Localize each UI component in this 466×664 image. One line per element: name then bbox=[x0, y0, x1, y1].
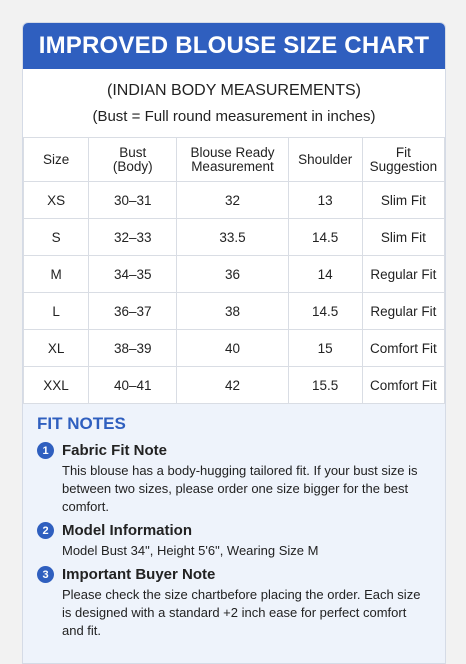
column-header: Shoulder bbox=[288, 138, 362, 182]
table-cell: 30–31 bbox=[89, 182, 177, 219]
column-header: Blouse Ready Measurement bbox=[177, 138, 288, 182]
note-number-badge: 2 bbox=[37, 522, 54, 539]
fit-note-item bbox=[37, 566, 431, 640]
fit-note-heading-row bbox=[37, 566, 431, 583]
fit-note-body: Please check the size chartbefore placing the order. Each size is designed with a standard +2 inch ease for perfect comfort and fit. bbox=[62, 587, 421, 638]
table-cell: 40–41 bbox=[89, 367, 177, 404]
fit-note-heading: Fabric Fit Note bbox=[62, 442, 168, 459]
table-cell: XXL bbox=[24, 367, 89, 404]
table-cell: S bbox=[24, 219, 89, 256]
column-header: Bust (Body) bbox=[89, 138, 177, 182]
note-number-badge: 1 bbox=[37, 442, 54, 459]
chart-title: IMPROVED BLOUSE SIZE CHART bbox=[38, 32, 430, 59]
table-row bbox=[24, 219, 445, 256]
table-cell: 40 bbox=[177, 330, 288, 367]
fit-note-item bbox=[37, 442, 431, 516]
table-cell: 42 bbox=[177, 367, 288, 404]
fit-note-item bbox=[37, 522, 431, 560]
fit-note-body: Model Bust 34", Height 5'6", Wearing Size M bbox=[62, 543, 319, 558]
fit-note-heading-row bbox=[37, 522, 431, 539]
table-cell: XL bbox=[24, 330, 89, 367]
fit-note-heading: Important Buyer Note bbox=[62, 566, 216, 583]
chart-title-bar bbox=[23, 23, 445, 69]
table-row bbox=[24, 182, 445, 219]
table-cell: Regular Fit bbox=[362, 293, 444, 330]
fit-note-heading-row bbox=[37, 442, 431, 459]
fit-note-heading: Model Information bbox=[62, 522, 192, 539]
table-cell: Regular Fit bbox=[362, 256, 444, 293]
table-cell: 14.5 bbox=[288, 219, 362, 256]
table-row bbox=[24, 293, 445, 330]
table-cell: 32–33 bbox=[89, 219, 177, 256]
column-header: Size bbox=[24, 138, 89, 182]
table-cell: 32 bbox=[177, 182, 288, 219]
subtitle-bust-note: (Bust = Full round measurement in inches) bbox=[92, 108, 376, 125]
note-number-badge: 3 bbox=[37, 566, 54, 583]
size-table bbox=[23, 137, 445, 404]
table-cell: 14.5 bbox=[288, 293, 362, 330]
subtitle-measurements: (INDIAN BODY MEASUREMENTS) bbox=[107, 82, 361, 99]
fit-notes-section bbox=[23, 404, 445, 664]
table-row bbox=[24, 330, 445, 367]
table-cell: 14 bbox=[288, 256, 362, 293]
table-row bbox=[24, 256, 445, 293]
table-cell: M bbox=[24, 256, 89, 293]
table-cell: Comfort Fit bbox=[362, 367, 444, 404]
table-cell: 15.5 bbox=[288, 367, 362, 404]
size-chart-card bbox=[22, 22, 446, 664]
table-cell: 33.5 bbox=[177, 219, 288, 256]
table-cell: 15 bbox=[288, 330, 362, 367]
table-cell: 36–37 bbox=[89, 293, 177, 330]
column-header: Fit Suggestion bbox=[362, 138, 444, 182]
table-cell: 38–39 bbox=[89, 330, 177, 367]
table-cell: 13 bbox=[288, 182, 362, 219]
table-cell: 38 bbox=[177, 293, 288, 330]
table-cell: XS bbox=[24, 182, 89, 219]
fit-note-body: This blouse has a body-hugging tailored fit. If your bust size is between two sizes, please order one size bigger for the best comfort. bbox=[62, 463, 418, 514]
table-row bbox=[24, 367, 445, 404]
table-header-row bbox=[24, 138, 445, 182]
table-cell: 36 bbox=[177, 256, 288, 293]
table-cell: Slim Fit bbox=[362, 182, 444, 219]
table-cell: Slim Fit bbox=[362, 219, 444, 256]
table-cell: Comfort Fit bbox=[362, 330, 444, 367]
fit-notes-title: FIT NOTES bbox=[37, 414, 126, 433]
table-cell: L bbox=[24, 293, 89, 330]
table-cell: 34–35 bbox=[89, 256, 177, 293]
